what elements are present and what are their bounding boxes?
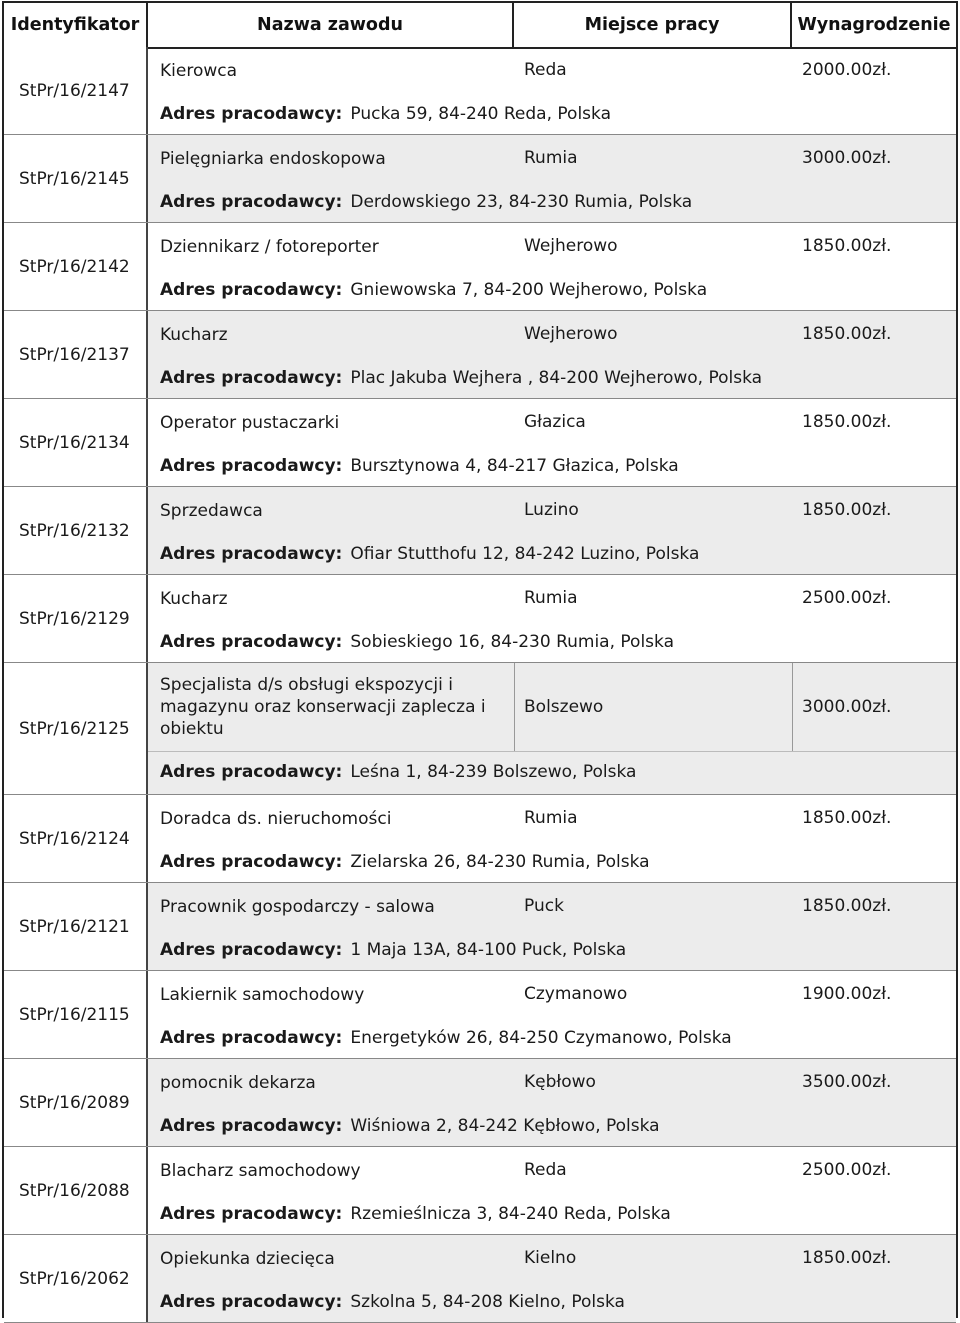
table-row xyxy=(4,795,956,883)
offer-job-name: Doradca ds. nieruchomości xyxy=(160,809,392,829)
address-label: Adres pracodawcy: xyxy=(160,1116,343,1136)
offer-id: StPr/16/2115 xyxy=(4,971,148,1058)
offer-workplace: Puck xyxy=(524,896,564,916)
address-value: Energetyków 26, 84-250 Czymanowo, Polska xyxy=(350,1028,732,1048)
offer-salary: 1850.00zł. xyxy=(802,324,892,344)
offer-salary: 2500.00zł. xyxy=(802,1160,892,1180)
offer-job-name: Specjalista d/s obsługi ekspozycji i magazynu oraz konserwacji zaplecza i obiektu xyxy=(160,675,486,739)
offer-workplace: Głazica xyxy=(524,412,586,432)
address-label: Adres pracodawcy: xyxy=(160,368,343,388)
address-label: Adres pracodawcy: xyxy=(160,940,343,960)
column-divider xyxy=(792,663,793,751)
offer-salary: 1850.00zł. xyxy=(802,412,892,432)
offer-employer-address xyxy=(160,280,707,300)
offer-workplace: Bolszewo xyxy=(524,697,604,717)
job-offers-table xyxy=(2,1,958,1318)
offer-workplace: Rumia xyxy=(524,588,578,608)
offer-id: StPr/16/2124 xyxy=(4,795,148,882)
offer-workplace: Wejherowo xyxy=(524,236,618,256)
offer-workplace: Reda xyxy=(524,1160,567,1180)
offer-employer-address xyxy=(160,368,762,388)
offer-id: StPr/16/2121 xyxy=(4,883,148,970)
offer-workplace: Kębłowo xyxy=(524,1072,596,1092)
header-workplace: Miejsce pracy xyxy=(514,3,792,47)
offer-id: StPr/16/2142 xyxy=(4,223,148,310)
offer-employer-address xyxy=(160,104,611,124)
offer-employer-address xyxy=(160,192,692,212)
table-row xyxy=(4,223,956,311)
offer-salary: 2500.00zł. xyxy=(802,588,892,608)
address-value: 1 Maja 13A, 84-100 Puck, Polska xyxy=(350,940,627,960)
address-label: Adres pracodawcy: xyxy=(160,1204,343,1224)
header-identifier: Identyfikator xyxy=(4,3,148,47)
address-value: Rzemieślnicza 3, 84-240 Reda, Polska xyxy=(350,1204,671,1224)
table-row xyxy=(4,663,956,795)
offer-job-name: Operator pustaczarki xyxy=(160,413,340,433)
offer-workplace: Reda xyxy=(524,60,567,80)
table-row xyxy=(4,1059,956,1147)
offer-job-name: Kucharz xyxy=(160,589,228,609)
offer-salary: 3000.00zł. xyxy=(802,148,892,168)
offer-workplace: Kielno xyxy=(524,1248,577,1268)
offer-salary: 1850.00zł. xyxy=(802,236,892,256)
address-label: Adres pracodawcy: xyxy=(160,280,343,300)
offer-id: StPr/16/2137 xyxy=(4,311,148,398)
address-value: Bursztynowa 4, 84-217 Głazica, Polska xyxy=(350,456,679,476)
offer-salary: 1850.00zł. xyxy=(802,1248,892,1268)
offer-id: StPr/16/2088 xyxy=(4,1147,148,1234)
address-label: Adres pracodawcy: xyxy=(160,1028,343,1048)
address-value: Leśna 1, 84-239 Bolszewo, Polska xyxy=(350,762,637,782)
offer-job-name: Kierowca xyxy=(160,61,238,81)
address-value: Sobieskiego 16, 84-230 Rumia, Polska xyxy=(350,632,674,652)
header-job-name: Nazwa zawodu xyxy=(148,3,514,47)
address-value: Derdowskiego 23, 84-230 Rumia, Polska xyxy=(350,192,693,212)
table-row xyxy=(4,487,956,575)
offer-job-name: pomocnik dekarza xyxy=(160,1073,316,1093)
offer-id: StPr/16/2147 xyxy=(4,47,148,134)
address-label: Adres pracodawcy: xyxy=(160,544,343,564)
offer-job-name: Lakiernik samochodowy xyxy=(160,985,365,1005)
address-label: Adres pracodawcy: xyxy=(160,762,343,782)
table-row xyxy=(4,135,956,223)
offer-salary: 1850.00zł. xyxy=(802,896,892,916)
offer-job-name: Sprzedawca xyxy=(160,501,263,521)
address-value: Plac Jakuba Wejhera , 84-200 Wejherowo, Polska xyxy=(350,368,763,388)
offer-employer-address xyxy=(160,940,626,960)
offer-salary: 3000.00zł. xyxy=(802,697,892,717)
offer-workplace: Wejherowo xyxy=(524,324,618,344)
offer-workplace: Czymanowo xyxy=(524,984,628,1004)
table-row xyxy=(4,1235,956,1323)
offer-employer-address xyxy=(160,852,650,872)
table-row xyxy=(4,883,956,971)
offer-job-name: Dziennikarz / fotoreporter xyxy=(160,237,379,257)
address-value: Ofiar Stutthofu 12, 84-242 Luzino, Polska xyxy=(350,544,700,564)
offer-job-name: Blacharz samochodowy xyxy=(160,1161,361,1181)
offer-id: StPr/16/2089 xyxy=(4,1059,148,1146)
offer-id: StPr/16/2132 xyxy=(4,487,148,574)
table-row xyxy=(4,1147,956,1235)
offer-salary: 1850.00zł. xyxy=(802,500,892,520)
address-value: Szkolna 5, 84-208 Kielno, Polska xyxy=(350,1292,625,1312)
offer-employer-address xyxy=(160,1204,671,1224)
offer-employer-address xyxy=(160,1292,625,1312)
address-label: Adres pracodawcy: xyxy=(160,632,343,652)
table-row xyxy=(4,399,956,487)
address-label: Adres pracodawcy: xyxy=(160,192,343,212)
offer-id: StPr/16/2062 xyxy=(4,1235,148,1322)
offer-job-name: Opiekunka dziecięca xyxy=(160,1249,335,1269)
offer-job-name: Pracownik gospodarczy - salowa xyxy=(160,897,435,917)
offer-id: StPr/16/2145 xyxy=(4,135,148,222)
offer-employer-address xyxy=(160,456,679,476)
header-salary: Wynagrodzenie xyxy=(797,15,951,35)
table-row xyxy=(4,971,956,1059)
offer-employer-address xyxy=(160,1116,660,1136)
address-value: Wiśniowa 2, 84-242 Kębłowo, Polska xyxy=(350,1116,660,1136)
offer-summary xyxy=(148,663,956,752)
offer-employer-address xyxy=(160,1028,732,1048)
table-row xyxy=(4,575,956,663)
address-value: Gniewowska 7, 84-200 Wejherowo, Polska xyxy=(350,280,708,300)
offer-employer-address xyxy=(160,762,636,782)
offer-workplace: Luzino xyxy=(524,500,579,520)
offer-id: StPr/16/2134 xyxy=(4,399,148,486)
offer-id: StPr/16/2129 xyxy=(4,575,148,662)
offer-salary: 3500.00zł. xyxy=(802,1072,892,1092)
offer-job-name: Pielęgniarka endoskopowa xyxy=(160,149,386,169)
offer-salary: 1900.00zł. xyxy=(802,984,892,1004)
offer-job-name: Kucharz xyxy=(160,325,228,345)
offer-salary: 1850.00zł. xyxy=(802,808,892,828)
offer-workplace: Rumia xyxy=(524,148,578,168)
address-value: Zielarska 26, 84-230 Rumia, Polska xyxy=(350,852,650,872)
address-label: Adres pracodawcy: xyxy=(160,456,343,476)
offer-workplace: Rumia xyxy=(524,808,578,828)
offer-employer-address xyxy=(160,544,699,564)
address-value: Pucka 59, 84-240 Reda, Polska xyxy=(350,104,611,124)
table-header xyxy=(4,3,956,49)
address-label: Adres pracodawcy: xyxy=(160,852,343,872)
offer-employer-address xyxy=(160,632,674,652)
table-row xyxy=(4,311,956,399)
offer-id: StPr/16/2125 xyxy=(4,663,148,794)
column-divider xyxy=(514,663,515,751)
offer-salary: 2000.00zł. xyxy=(802,60,892,80)
address-label: Adres pracodawcy: xyxy=(160,1292,343,1312)
table-row xyxy=(4,47,956,135)
address-label: Adres pracodawcy: xyxy=(160,104,343,124)
